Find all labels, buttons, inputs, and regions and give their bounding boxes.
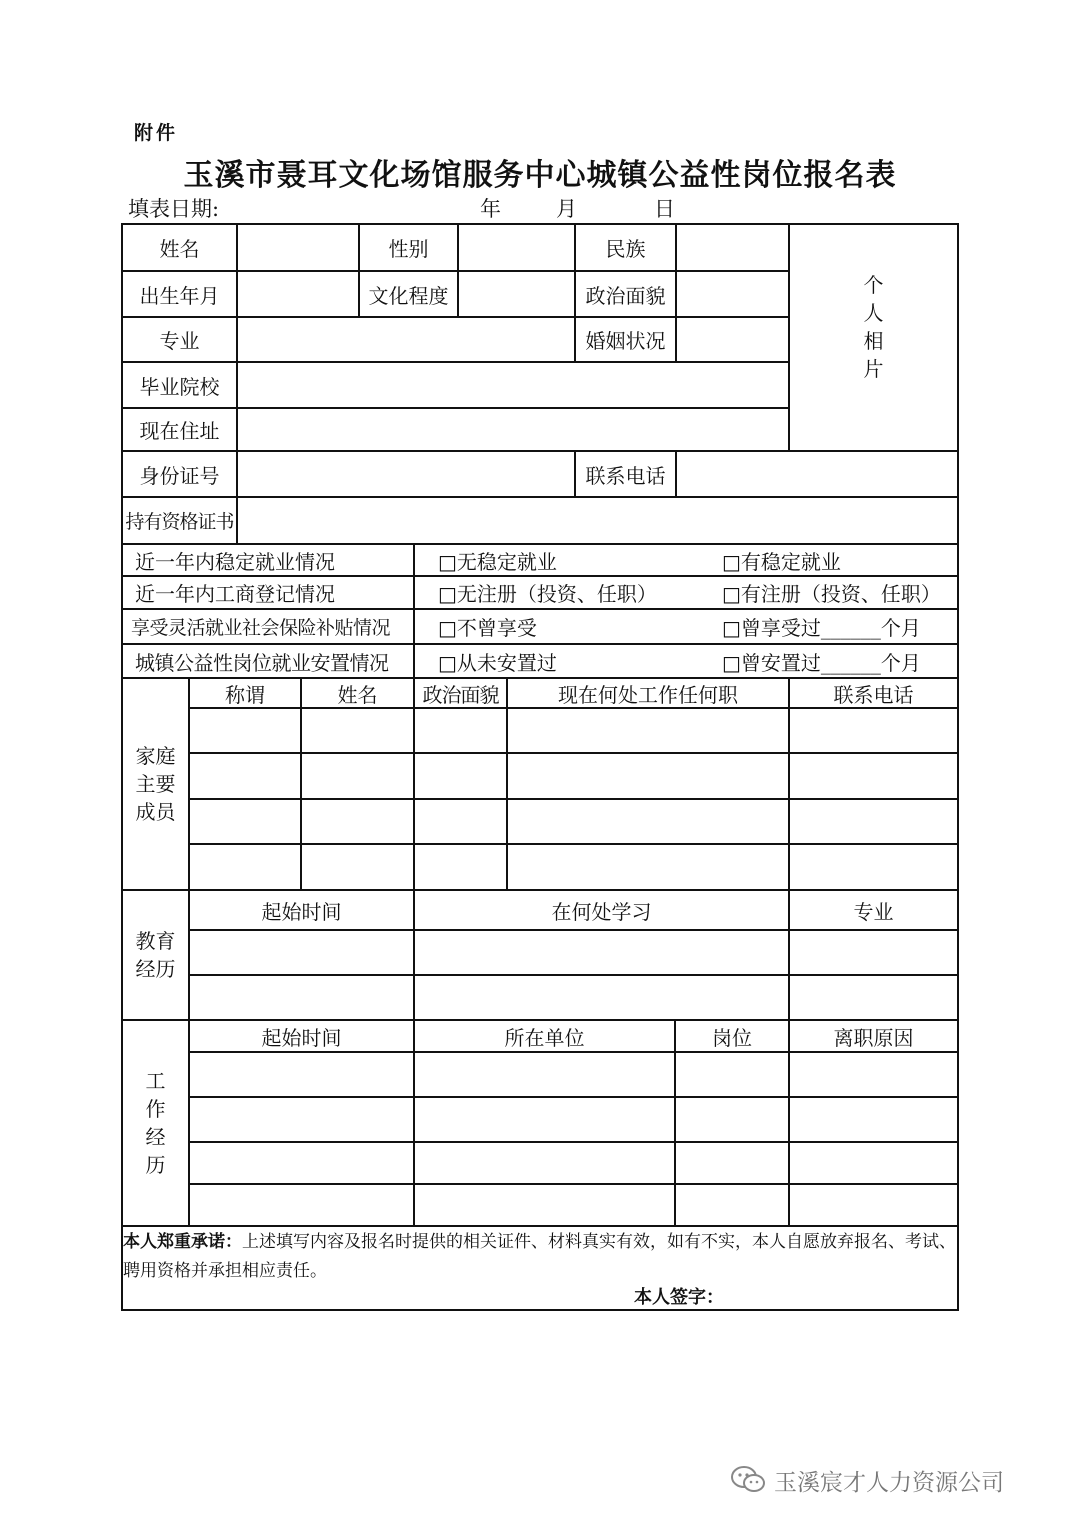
major-field[interactable] <box>238 318 574 361</box>
family-label-line: 主要 <box>135 772 176 796</box>
ethnicity-field[interactable] <box>677 225 788 270</box>
work-header-start: 起始时间 <box>261 1025 342 1050</box>
gender-field[interactable] <box>459 225 574 270</box>
table-border-bottom <box>121 1309 959 1311</box>
name-label: 姓名 <box>159 237 200 261</box>
work-header-reason: 离职原因 <box>833 1025 914 1050</box>
row-line <box>188 1183 958 1185</box>
col-line <box>506 677 508 889</box>
family-header-name: 姓名 <box>337 682 378 707</box>
photo-char: 相 <box>863 329 884 353</box>
name-field[interactable] <box>238 225 358 270</box>
work-label-line: 作 <box>145 1097 166 1121</box>
row-line <box>188 843 958 845</box>
work-label-line: 经 <box>145 1125 166 1149</box>
photo-char: 片 <box>863 357 884 381</box>
photo-char: 人 <box>863 301 884 325</box>
status-option[interactable]: □无稳定就业 <box>438 549 557 574</box>
pledge-body: 上述填写内容及报名时提供的相关证件、材料真实有效，如有不实，本人自愿放弃报名、考试、聘用资格并承担相应责任。 <box>123 1232 956 1281</box>
status-label: 近一年内工商登记情况 <box>135 582 335 606</box>
row-line <box>188 974 958 976</box>
pledge-text <box>123 1228 957 1286</box>
family-label-line: 成员 <box>135 800 176 824</box>
education-header-major: 专业 <box>853 899 894 924</box>
status-option[interactable]: □无注册（投资、任职） <box>438 582 657 606</box>
work-header-position: 岗位 <box>712 1025 752 1050</box>
watermark-text: 玉溪宸才人力资源公司 <box>774 1469 1004 1496</box>
pledge-lead: 本人郑重承诺： <box>123 1232 242 1252</box>
birth-label: 出生年月 <box>139 283 220 308</box>
phone-label: 联系电话 <box>585 463 666 488</box>
status-option[interactable]: □有注册（投资、任职） <box>722 582 941 606</box>
status-option[interactable]: □曾享受过______个月 <box>722 616 921 640</box>
work-header-unit: 所在单位 <box>504 1025 585 1050</box>
marital-label: 婚姻状况 <box>585 329 666 353</box>
year-label: 年 <box>480 197 501 221</box>
political-label: 政治面貌 <box>585 283 666 308</box>
work-label-line: 历 <box>145 1153 166 1177</box>
family-header-phone: 联系电话 <box>833 682 914 707</box>
address-label: 现在住址 <box>139 419 220 443</box>
watermark <box>730 1460 1004 1500</box>
status-label: 享受灵活就业社会保险补贴情况 <box>131 617 391 639</box>
photo-char: 个 <box>863 273 884 297</box>
status-option[interactable]: □曾安置过______个月 <box>722 650 921 675</box>
major-label: 专业 <box>159 329 200 353</box>
certificate-label: 持有资格证书 <box>125 511 234 533</box>
work-label-line: 工 <box>145 1069 166 1093</box>
status-label: 近一年内稳定就业情况 <box>135 549 335 574</box>
education-label-line: 教育 <box>135 929 176 953</box>
education-label-line: 经历 <box>135 957 176 981</box>
family-section-label <box>123 679 188 889</box>
family-header-relation: 称谓 <box>225 682 265 707</box>
month-label: 月 <box>556 197 577 221</box>
birth-field[interactable] <box>238 272 358 316</box>
wechat-icon <box>730 1464 766 1496</box>
attachment-label: 附件 <box>134 122 179 144</box>
work-section-label <box>123 1021 188 1225</box>
ethnicity-label: 民族 <box>605 237 646 261</box>
education-header-start: 起始时间 <box>261 899 342 924</box>
family-header-political: 政治面貌 <box>422 682 499 707</box>
day-label: 日 <box>654 197 675 221</box>
table-border-right <box>957 223 959 1311</box>
political-field[interactable] <box>677 272 788 316</box>
row-line <box>188 929 958 931</box>
certificate-field[interactable] <box>238 498 957 543</box>
col-line <box>413 677 415 889</box>
school-label: 毕业院校 <box>139 374 220 399</box>
row-line <box>121 1225 959 1227</box>
education-label: 文化程度 <box>368 283 449 308</box>
row-line <box>188 1096 958 1098</box>
school-field[interactable] <box>238 363 788 407</box>
col-line <box>300 677 302 889</box>
education-header-place: 在何处学习 <box>551 899 652 924</box>
row-line <box>188 752 958 754</box>
address-field[interactable] <box>238 409 788 450</box>
marital-field[interactable] <box>677 318 788 361</box>
status-option[interactable]: □不曾享受 <box>438 616 537 640</box>
id-label: 身份证号 <box>139 463 220 488</box>
row-line <box>188 1051 958 1053</box>
form-title: 玉溪市聂耳文化场馆服务中心城镇公益性岗位报名表 <box>183 158 897 193</box>
phone-field[interactable] <box>677 452 957 496</box>
photo-box <box>790 225 957 450</box>
row-line <box>188 1141 958 1143</box>
fill-date-label: 填表日期: <box>128 197 220 221</box>
col-line <box>413 543 415 678</box>
id-field[interactable] <box>238 452 574 496</box>
family-label-line: 家庭 <box>135 744 176 768</box>
status-option[interactable]: □从未安置过 <box>438 650 557 675</box>
family-header-job: 现在何处工作任何职 <box>558 682 738 707</box>
gender-label: 性别 <box>388 237 429 261</box>
status-option[interactable]: □有稳定就业 <box>722 549 841 574</box>
education-field[interactable] <box>459 272 574 316</box>
col-line <box>188 677 190 889</box>
row-line <box>188 798 958 800</box>
education-section-label <box>123 891 188 1019</box>
status-label: 城镇公益性岗位就业安置情况 <box>135 650 389 675</box>
signature-label: 本人签字： <box>634 1287 724 1308</box>
col-line <box>788 677 790 889</box>
